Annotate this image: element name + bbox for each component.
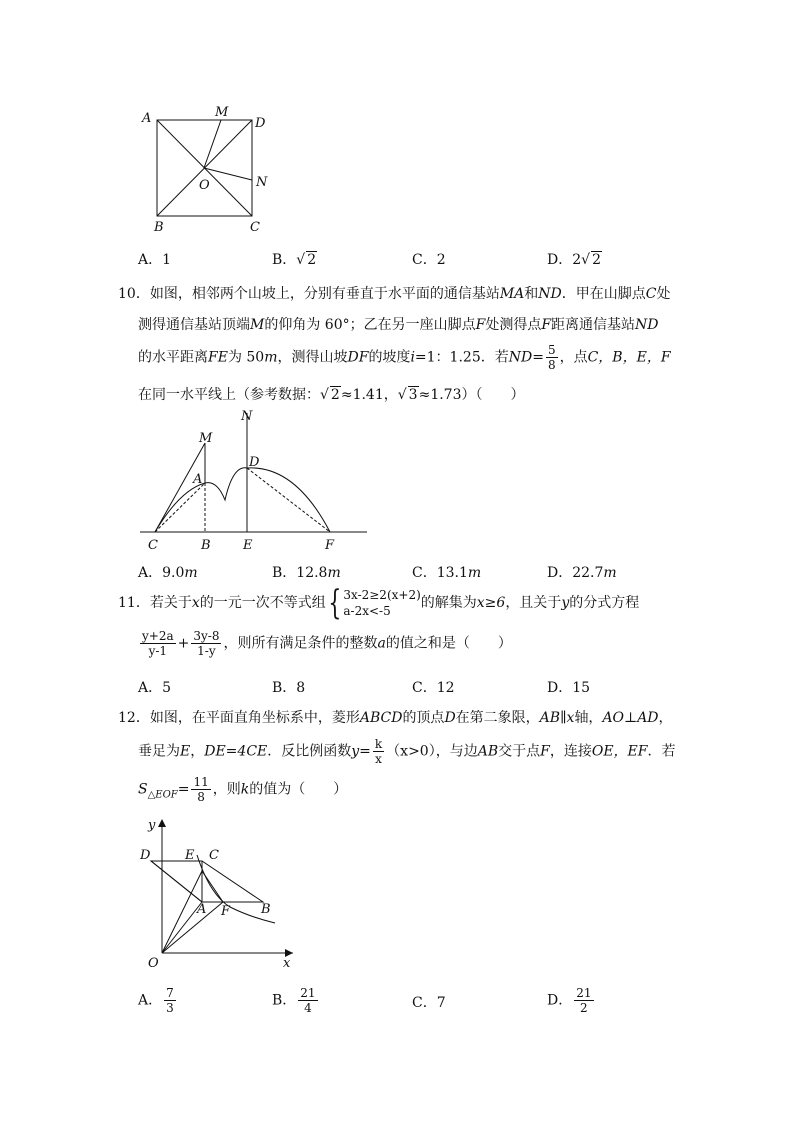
q9-label-B: B — [154, 220, 164, 235]
q10-label-E: E — [243, 538, 253, 553]
q12-line-3: $S_{\triangle EOF}=$ $\frac{11}{8}$ ，则k的值为（ ） — [138, 775, 348, 804]
q10-label-F: F — [325, 538, 335, 553]
q9-option-d[interactable]: D．2√ 2 — [547, 252, 601, 268]
q12-rhombus-figure — [135, 815, 305, 975]
q10-option-c[interactable]: C．13.1m — [412, 565, 482, 581]
q10-label-B: B — [201, 538, 211, 553]
q11-option-c[interactable]: C．12 — [412, 680, 455, 696]
q10-mountain-figure — [135, 405, 375, 555]
q12-label-x: x — [283, 956, 291, 971]
q12-label-D: D — [140, 848, 151, 863]
q12-label-B: B — [261, 902, 271, 917]
q9-option-a[interactable]: A．1 — [138, 252, 172, 268]
q12-option-a[interactable]: A． $\frac{7}{3}$ — [138, 986, 174, 1015]
q9-square-figure — [135, 100, 275, 240]
q9-label-D: D — [255, 116, 266, 131]
q10-line-4: 在同一水平线上（参考数据：√ 2≈1.41，√ 3≈1.73）（ ） — [138, 387, 525, 403]
q12-line-1: 12．如图，在平面直角坐标系中，菱形ABCD的顶点D在第二象限，AB∥x轴，AO⊥AD， — [118, 710, 673, 726]
q10-label-M: M — [199, 431, 213, 446]
q11-option-d[interactable]: D．15 — [547, 680, 591, 696]
q11-line-2: $\frac{y+2a}{y-1}$ + $\frac{3y-8}{1-y}$ ，则所有满足条件的整数a的值之和是（ ） — [142, 629, 512, 658]
q9-label-M: M — [215, 105, 229, 120]
q9-option-c[interactable]: C．2 — [412, 252, 446, 268]
q12-label-E: E — [185, 848, 195, 863]
q10-label-C: C — [148, 538, 158, 553]
q10-fraction: $\frac{5}{8}$ — [547, 343, 556, 372]
q10-line-1: 10．如图，相邻两个山坡上，分别有垂直于水平面的通信基站MA和ND．甲在山脚点C处 — [118, 286, 671, 302]
q9-label-O: O — [199, 178, 210, 193]
q9-label-A: A — [142, 111, 152, 126]
q10-option-b[interactable]: B．12.8m — [272, 565, 341, 581]
q10-label-A: A — [193, 472, 203, 487]
q12-option-c[interactable]: C．7 — [412, 995, 446, 1011]
q10-option-d[interactable]: D．22.7m — [547, 565, 617, 581]
q11-option-b[interactable]: B．8 — [272, 680, 306, 696]
q12-label-A: A — [197, 902, 207, 917]
q9-label-N: N — [256, 175, 268, 190]
q12-label-C: C — [209, 848, 219, 863]
q11-line-1: 11．若关于x的一元一次不等式组{ 3x-2≥2(x+2) a-2x<-5 的解集为x≥6，且关于y的分式方程 — [118, 583, 640, 623]
q10-label-N: N — [241, 409, 253, 424]
q10-label-D: D — [249, 455, 260, 470]
q10-option-a[interactable]: A．9.0m — [138, 565, 198, 581]
q12-label-F: F — [221, 904, 231, 919]
q12-line-2: 垂足为E，DE=4CE．反比例函数y= $\frac{k}{x}$ （x>0），与边AB交于点F，连接OE，EF．若 — [138, 737, 676, 766]
q10-line-3: 的水平距离FE为 50m，测得山坡DF的坡度i=1：1.25．若ND= $\frac{5}{8}$ ，点C，B，E，F — [138, 343, 671, 372]
q11-inequality-system: 3x-2≥2(x+2) a-2x<-5 — [343, 588, 421, 618]
q12-label-O: O — [148, 956, 159, 971]
q11-option-a[interactable]: A．5 — [138, 680, 172, 696]
q12-label-y: y — [148, 818, 156, 833]
q9-label-C: C — [250, 220, 260, 235]
q12-option-b[interactable]: B． $\frac{21}{4}$ — [272, 986, 316, 1015]
q12-option-d[interactable]: D． $\frac{21}{2}$ — [547, 986, 592, 1015]
q9-option-b[interactable]: B．√ 2 — [272, 252, 317, 268]
q10-line-2: 测得通信基站顶端M的仰角为 60°；乙在另一座山脚点F处测得点F距离通信基站ND — [138, 317, 659, 333]
